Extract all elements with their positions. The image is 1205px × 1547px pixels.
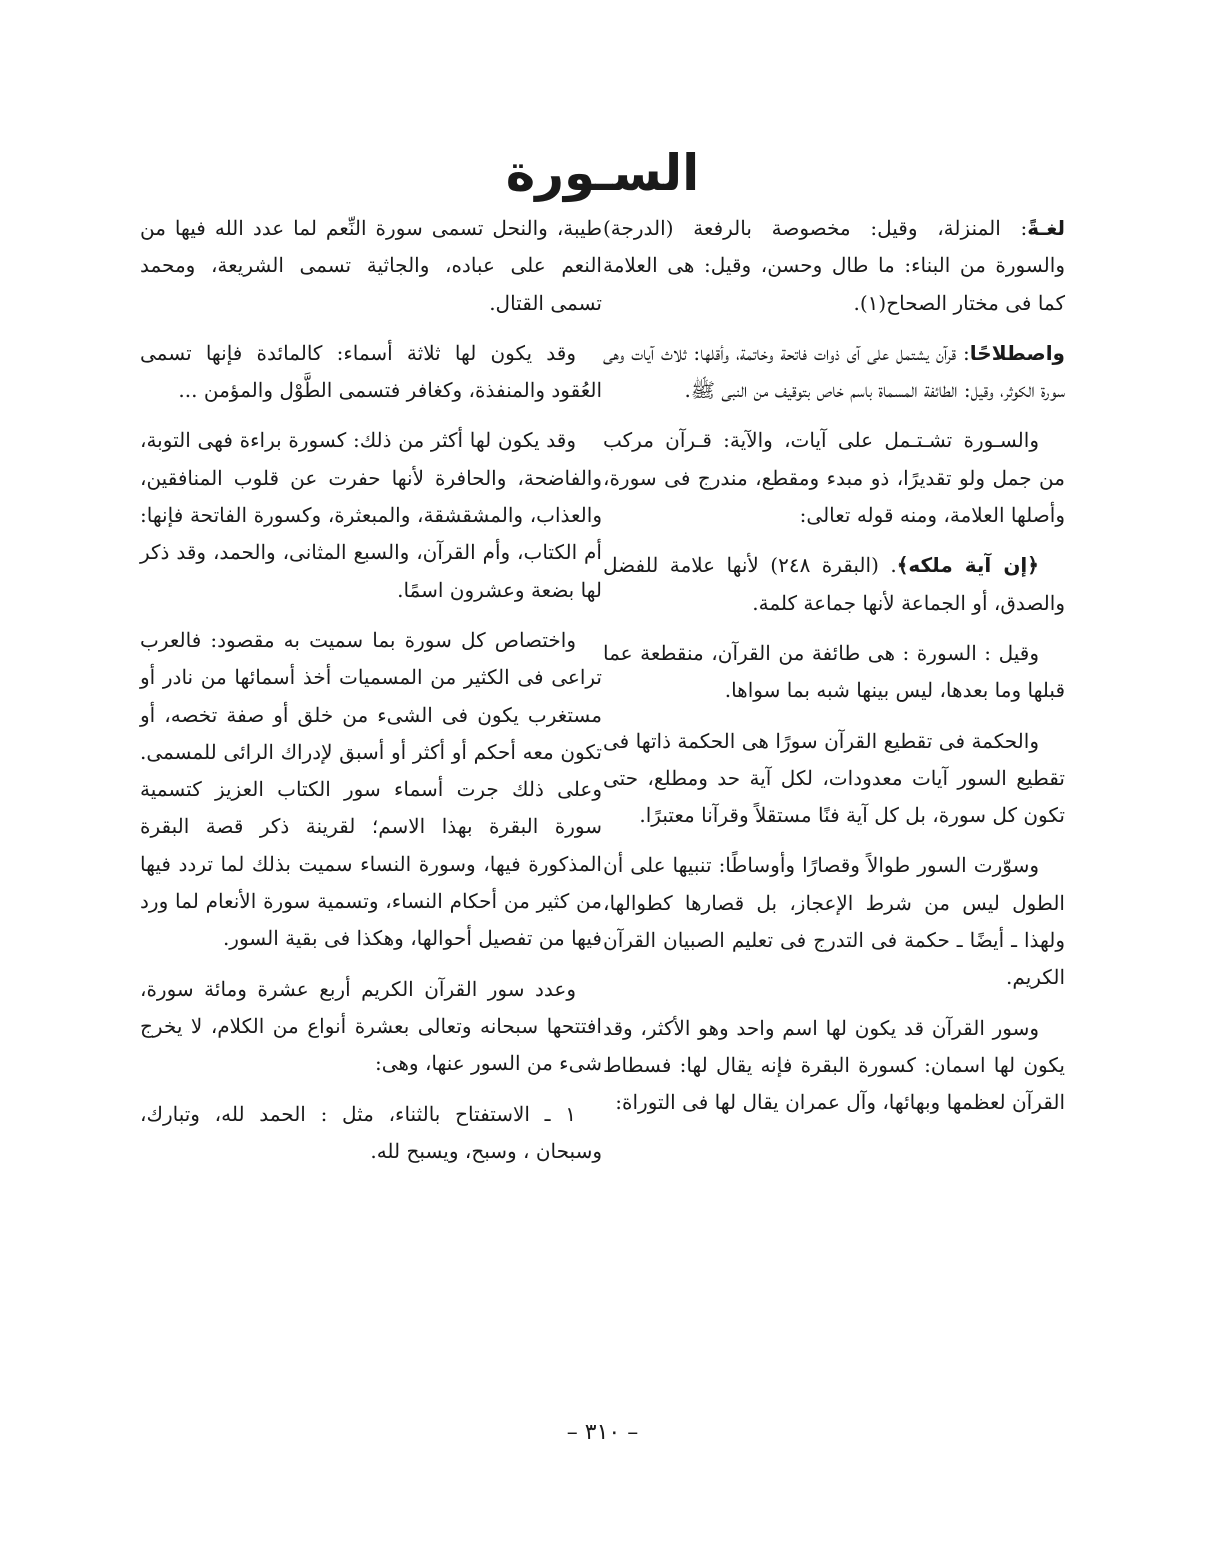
left-column [140,210,602,1183]
paragraph: وقد يكون لها أكثر من ذلك: كسورة براءة فهى التوبة، والفاضحة، والحافرة لأنها حفرت عن قلوب المنافقين، والعذاب، والمشقشقة، والمبعثرة، وكسورة الفاتحة فإنها: أم الكتاب، وأم القرآن، والسبع المثانى، والحمد، وقد ذكر لها بضعة وعشرون اسمًا. [140,428,602,602]
paragraph-technical-definition [603,335,1065,410]
paragraph-text: : المنزلة، وقيل: مخصوصة بالرفعة (الدرجة) والسورة من البناء: ما طال وحسن، وقيل: هى العلامة كما فى مختار الصحاح(١). [603,216,1065,315]
paragraph-text: . (البقرة ٢٤٨) لأنها علامة للفضل والصدق، أو الجماعة لأنها جماعة كلمة. [603,553,1065,615]
page-number: – ٣١٠ – [566,1420,639,1445]
term-label-technical: واصطلاحًا [969,340,1065,365]
paragraph-linguistic-definition [603,210,1065,322]
quran-verse: ﴿إن آية ملكه﴾ [896,553,1039,578]
right-column [603,210,1065,1135]
paragraph: وسوّرت السور طوالاً وقصارًا وأوساطًا: تنبيها على أن الطول ليس من شرط الإعجاز، بل قصارها كطوالها، ولهذا ـ أيضًا ـ حكمة فى التدرج فى تعليم الصبيان القرآن الكريم. [603,853,1066,990]
page-title: السـورة [505,144,700,202]
term-label-linguistic: لغـةً [1027,216,1065,240]
paragraph: طيبة، والنحل تسمى سورة النِّعم لما عدد الله فيها من النعم على عباده، والجاثية تسمى الشريعة، ومحمد تسمى القتال. [140,216,602,315]
paragraph-quran-quote [603,547,1065,622]
paragraph-list-item: ١ ـ الاستفتاح بالثناء، مثل : الحمد لله، وتبارك، وسبحان ، وسبح، ويسبح لله. [140,1101,602,1163]
paragraph: والحكمة فى تقطيع القرآن سورًا هى الحكمة ذاتها فى تقطيع السور آيات معدودات، لكل آية حد ومطلع، حتى تكون كل سورة، بل كل آية فنًا مستقلاً وقرآنا معتبرًا. [603,728,1065,828]
paragraph: وقد يكون لها ثلاثة أسماء: كالمائدة فإنها تسمى العُقود والمنفذة، وكغافر فتسمى الطَّوْل والمؤمن ... [140,340,602,403]
paragraph: وسور القرآن قد يكون لها اسم واحد وهو الأكثر، وقد يكون لها اسمان: كسورة البقرة فإنه يقال لها: فسطاط القرآن لعظمها وبهائها، وآل عمران يقال لها فى التوراة: [603,1015,1065,1115]
paragraph: واختصاص كل سورة بما سميت به مقصود: فالعرب تراعى فى الكثير من المسميات أخذ أسمائها من نادر أو مستغرب يكون فى الشىء من خلق أو صفة تخصه، أو تكون معه أحكم أو أكثر أو أسبق لإدراك الرائى للمسمى. وعلى ذلك جرت أسماء سور الكتاب العزيز كتسمية سورة البقرة بهذا الاسم؛ لقرينة ذكر قصة البقرة المذكورة فيها، وسورة النساء سميت بذلك لما تردد فيها من كثير من أحكام النساء، وتسمية سورة الأنعام لما ورد فيها من تفصيل أحوالها، وهكذا فى بقية السور. [140,627,602,951]
paragraph: وقيل : السورة : هى طائفة من القرآن، منقطعة عما قبلها وما بعدها، ليس بينها شبه بما سواها. [603,640,1065,703]
paragraph: والسـورة تشـتـمل على آيات، والآية: قـرآن مركب من جمل ولو تقديرًا، ذو مبدء ومقطع، مندرج فى سورة، وأصلها العلامة، ومنه قوله تعالى: [603,428,1065,528]
paragraph: وعدد سور القرآن الكريم أربع عشرة ومائة سورة، افتتحها سبحانه وتعالى بعشرة أنواع من الكلام، لا يخرج شىء من السور عنها، وهى: [140,976,602,1076]
paragraph-text: : قرآن يشتمل على آى ذوات فاتحة وخاتمة، وأقلها: ثلاث آيات وهى سورة الكوثر، وقيل: الطائفة المسماة باسم خاص بتوقيف من النبى ﷺ. [603,340,1065,403]
